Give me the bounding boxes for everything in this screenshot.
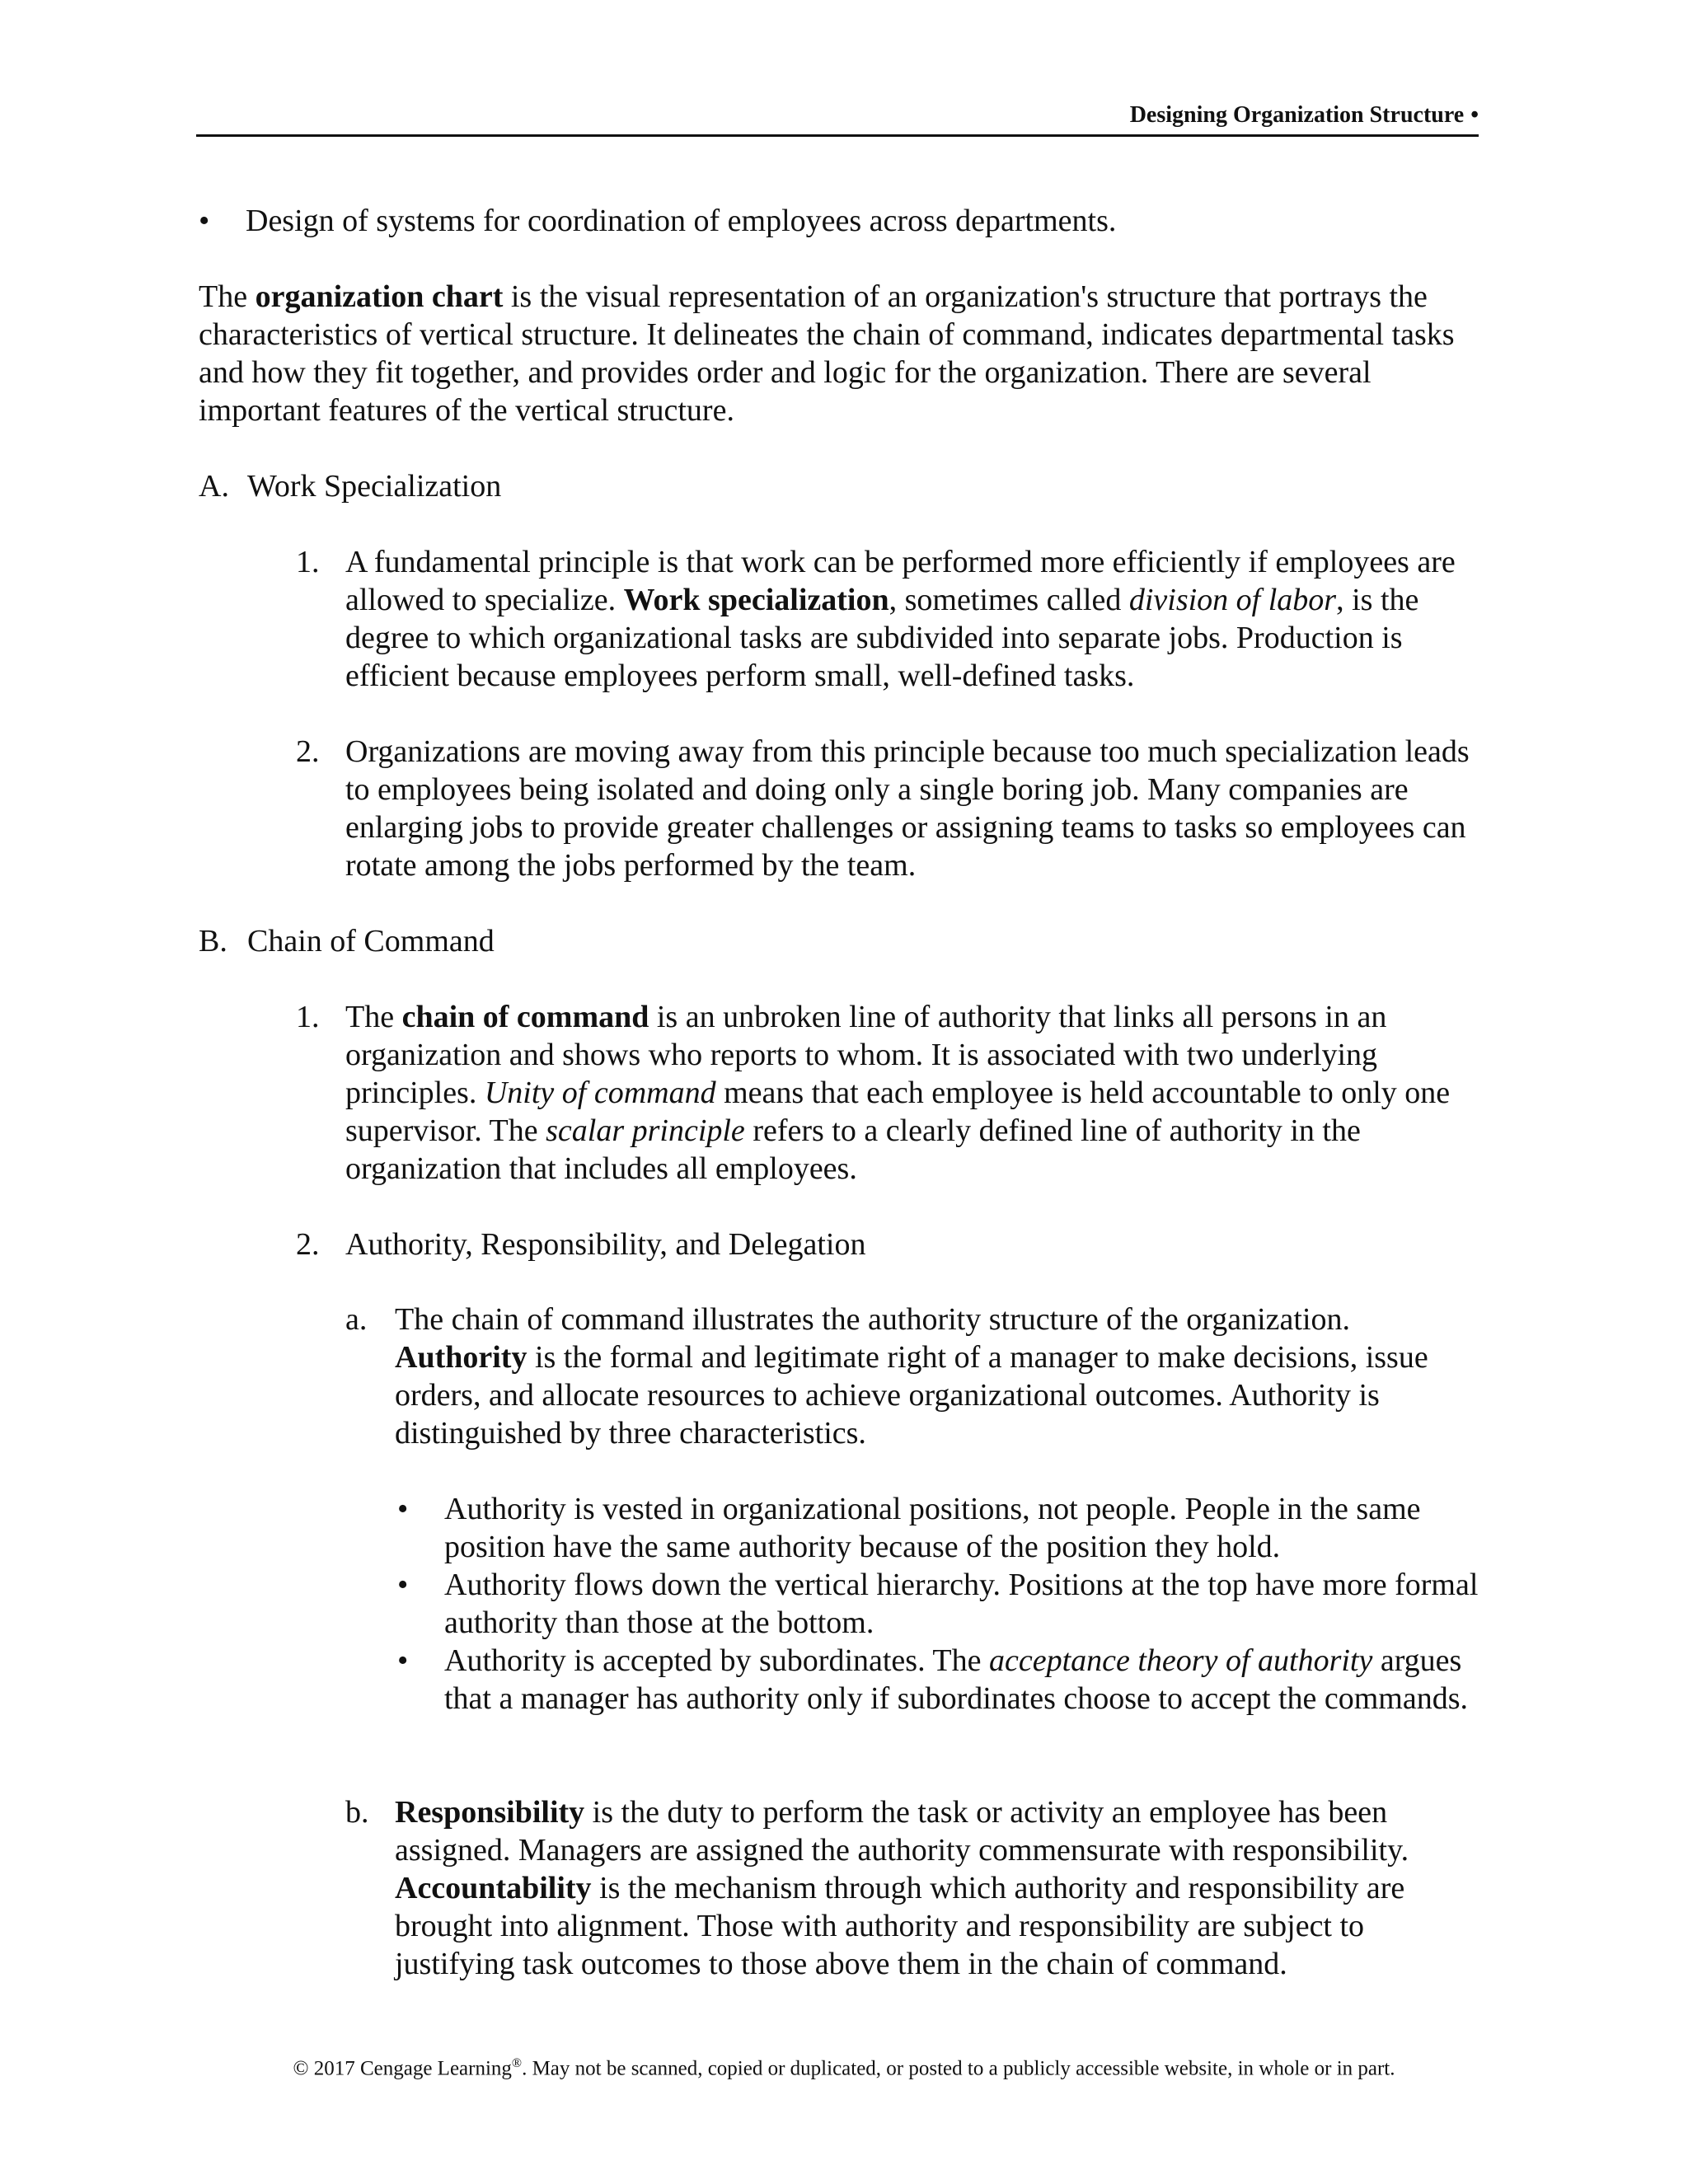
item-number: 2.: [296, 1227, 320, 1262]
intro-bullet-text: Design of systems for coordination of employees across departments.: [246, 204, 1117, 238]
section-a-item-2-text: Organizations are moving away from this principle because too much specialization leads to employees being isolated and doing only a single boring job. Many companies are enlarging jobs to provide greater challenges or assigning teams to tasks so employees can rotate among the jobs performed by the team.: [345, 734, 1470, 883]
section-b-item-1-text: The chain of command is an unbroken line of authority that links all persons in an organization and shows who reports to whom. It is associated with two underlying principles. Unity of command means that each employee is held accountable to only one supervisor. The scalar principle refers to a clearly defined line of authority in the organization that includes all employees.: [345, 1000, 1451, 1186]
sub-item-b-text: Responsibility is the duty to perform the task or activity an employee has been assigned. Managers are assigned the authority commensurate with responsibility. Accountability is the mechanism through which authority and responsibility are brought into alignment. Those with authority and responsibility are subject to justifying task outcomes to those above them in the chain of command.: [395, 1795, 1409, 1981]
section-a-title: Work Specialization: [247, 469, 502, 504]
item-number: 1.: [296, 1000, 320, 1034]
running-title: Designing Organization Structure: [1129, 102, 1465, 128]
authority-bullet-text: Authority flows down the vertical hierarchy. Positions at the top have more formal authority than those at the bottom.: [444, 1568, 1479, 1640]
sub-item-a-text: The chain of command illustrates the authority structure of the organization. Authority is the formal and legitimate right of a manager to make decisions, issue orders, and allocate resources to achieve organizational outcomes. Authority is distinguished by three characteristics.: [395, 1302, 1428, 1451]
term-authority: Authority: [395, 1340, 528, 1375]
bullet-marker: •: [199, 204, 210, 238]
section-b-item-2-title: Authority, Responsibility, and Delegation: [345, 1227, 866, 1262]
header-bullet: •: [1470, 102, 1479, 128]
bullet-marker: •: [397, 1568, 409, 1602]
term-unity-of-command: Unity of command: [484, 1076, 716, 1110]
header-rule: [196, 134, 1479, 137]
term-organization-chart: organization chart: [255, 279, 504, 314]
section-b-title: Chain of Command: [247, 924, 495, 958]
sub-item-label: a.: [345, 1302, 368, 1337]
section-a-label: A.: [199, 469, 229, 504]
term-acceptance-theory: acceptance theory of authority: [988, 1643, 1373, 1678]
item-number: 2.: [296, 734, 320, 769]
authority-bullet-text: Authority is accepted by subordinates. The acceptance theory of authority argues that a manager has authority only if subordinates choose to accept the commands.: [444, 1643, 1469, 1716]
bullet-marker: •: [397, 1643, 409, 1678]
registered-mark: ®: [511, 2056, 523, 2070]
bullet-marker: •: [397, 1492, 409, 1526]
section-a-item-1-text: A fundamental principle is that work can be performed more efficiently if employees are allowed to specialize. Work specialization, sometimes called division of labor, is the degree to which organizational tasks are subdivided into separate jobs. Production is efficient because employees perform small, well-defined tasks.: [345, 545, 1456, 693]
running-header: [196, 99, 1479, 132]
org-chart-paragraph: The organization chart is the visual representation of an organization's structure that portrays the characteristics of vertical structure. It delineates the chain of command, indicates departmental tasks and how they fit together, and provides order and logic for the organization. There are several important features of the vertical structure.: [199, 279, 1455, 428]
copyright-footer: © 2017 Cengage Learning®. May not be scanned, copied or duplicated, or posted to a publicly accessible website, in whole or in part.: [293, 2056, 1395, 2080]
item-number: 1.: [296, 545, 320, 579]
sub-item-label: b.: [345, 1795, 369, 1830]
term-responsibility: Responsibility: [395, 1795, 585, 1830]
term-division-of-labor: division of labor: [1128, 583, 1337, 617]
term-accountability: Accountability: [395, 1871, 592, 1905]
term-chain-of-command: chain of command: [401, 1000, 649, 1034]
term-scalar-principle: scalar principle: [546, 1113, 745, 1148]
authority-bullet-text: Authority is vested in organizational positions, not people. People in the same position have the same authority because of the position they hold.: [444, 1492, 1421, 1564]
term-work-specialization: Work specialization: [623, 583, 889, 617]
section-b-label: B.: [199, 924, 227, 958]
